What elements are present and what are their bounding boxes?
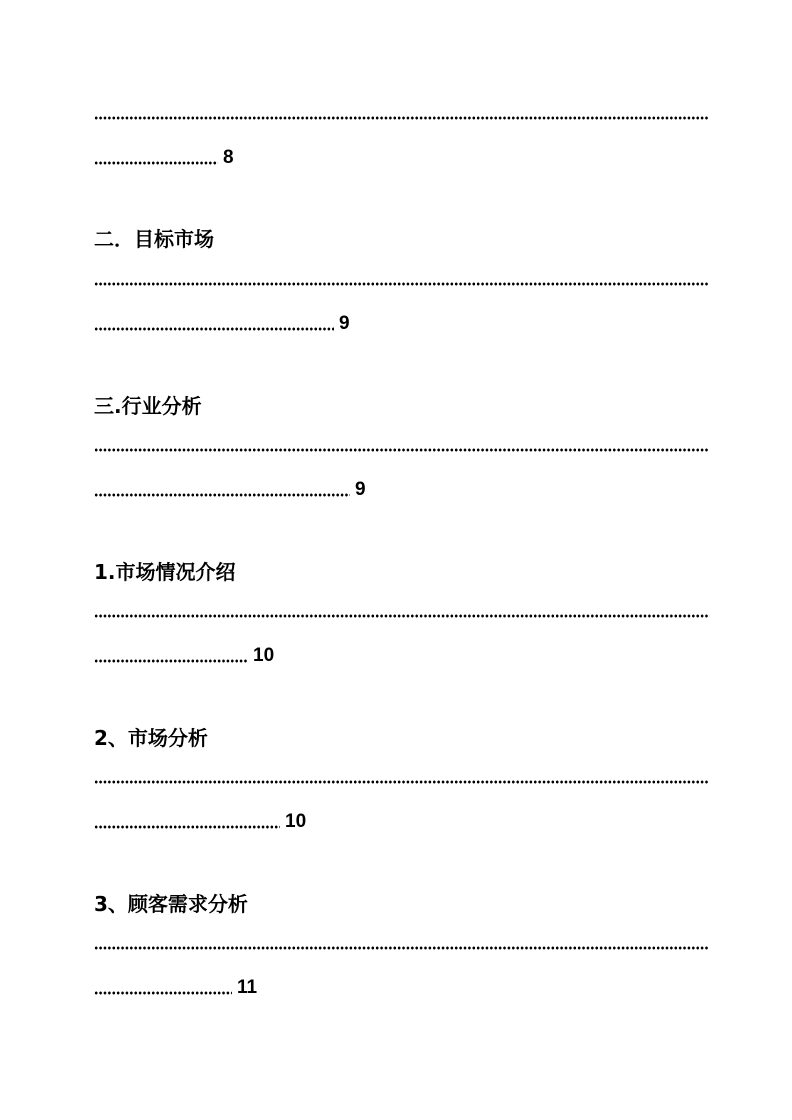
toc-entry-page-line — [94, 812, 306, 831]
toc-page-number[interactable]: 9 — [355, 479, 366, 500]
toc-leader-dots — [94, 614, 708, 618]
toc-leader-dots — [94, 659, 248, 663]
toc-leader-dots — [94, 448, 708, 452]
toc-entry-page-line — [94, 148, 234, 167]
toc-page-number[interactable]: 10 — [285, 811, 307, 832]
toc-page-number[interactable]: 11 — [237, 977, 258, 998]
toc-leader-dots — [94, 946, 708, 950]
toc-entry-page-line — [94, 314, 350, 333]
toc-page-number[interactable]: 8 — [223, 147, 234, 168]
toc-leader-dots — [94, 493, 350, 497]
toc-leader-dots — [94, 161, 218, 165]
toc-leader-dots — [94, 780, 708, 784]
toc-leader-dots — [94, 327, 334, 331]
toc-leader-dots — [94, 282, 708, 286]
toc-leader-dots — [94, 825, 280, 829]
toc-entry-page-line — [94, 480, 366, 499]
toc-leader-dots — [94, 116, 708, 120]
toc-heading[interactable]: 1.市场情况介绍 — [94, 560, 236, 584]
toc-entry-page-line — [94, 978, 257, 997]
toc-leader-dots — [94, 991, 232, 995]
toc-entry-page-line — [94, 646, 274, 665]
toc-page-number[interactable]: 9 — [339, 313, 350, 334]
toc-heading[interactable]: 三.行业分析 — [94, 394, 202, 418]
toc-heading[interactable]: 2、市场分析 — [94, 726, 208, 750]
toc-page-number[interactable]: 10 — [253, 645, 275, 666]
toc-heading[interactable]: 二．目标市场 — [94, 227, 214, 251]
toc-heading[interactable]: 3、顾客需求分析 — [94, 892, 248, 916]
